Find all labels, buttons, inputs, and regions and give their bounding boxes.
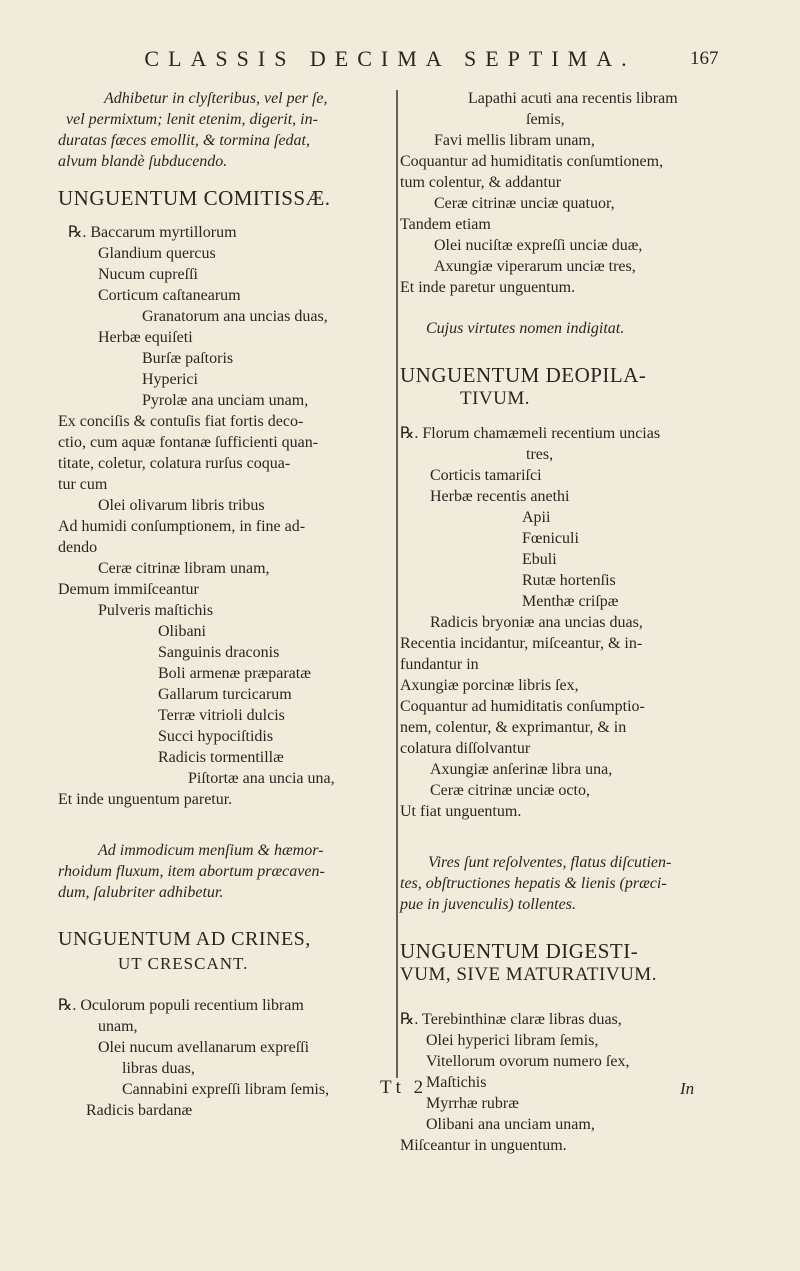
recipe-line: Olei hyperici libram ſemis, bbox=[426, 1032, 599, 1049]
recipe-line: Glandium quercus bbox=[98, 245, 216, 262]
recipe-line: Piſtortæ ana uncia una, bbox=[188, 770, 335, 787]
recipe-line: Maſtichis bbox=[426, 1074, 487, 1091]
recipe-line: Ex conciſis & contuſis fiat fortis deco- bbox=[58, 413, 304, 430]
recipe-line: Radicis bardanæ bbox=[86, 1102, 193, 1119]
virtue-line: pue in juvenculis) tollentes. bbox=[400, 896, 576, 913]
recipe-line: Olei olivarum libris tribus bbox=[98, 497, 265, 514]
recipe-line: dendo bbox=[58, 539, 98, 556]
recipe-line: Lapathi acuti ana recentis libram bbox=[468, 90, 678, 107]
recipe-line: Ad humidi conſumptionem, in fine ad- bbox=[58, 518, 306, 535]
recipe-line: Ceræ citrinæ unciæ quatuor, bbox=[434, 195, 615, 212]
section-title: UNGUENTUM AD CRINES, bbox=[58, 928, 311, 950]
section-title: UNGUENTUM DIGESTI- bbox=[400, 939, 639, 963]
recipe-line: Cannabini expreſſi libram ſemis, bbox=[122, 1081, 330, 1098]
virtue-line: Ad immodicum menſium & hæmor- bbox=[98, 842, 324, 859]
recipe-line: Pyrolæ ana unciam unam, bbox=[142, 392, 309, 409]
page-number: 167 bbox=[690, 48, 719, 69]
recipe-line: Axungiæ viperarum unciæ tres, bbox=[434, 258, 636, 275]
recipe-line: ſemis, bbox=[526, 111, 565, 128]
recipe-line: Menthæ criſpæ bbox=[522, 593, 619, 610]
recipe-line: Ceræ citrinæ libram unam, bbox=[98, 560, 270, 577]
section-title: TIVUM. bbox=[460, 388, 531, 409]
recipe-line: Radicis bryoniæ ana uncias duas, bbox=[430, 614, 643, 631]
recipe-line: Terræ vitrioli dulcis bbox=[158, 707, 285, 724]
recipe-line: Axungiæ anſerinæ libra una, bbox=[430, 761, 613, 778]
recipe-line: Olei nucum avellanarum expreſſi bbox=[98, 1039, 310, 1056]
section-title: UNGUENTUM DEOPILA- bbox=[400, 363, 647, 387]
recipe-line: Recentia incidantur, miſceantur, & in- bbox=[400, 635, 643, 652]
recipe-line: nem, colentur, & exprimantur, & in bbox=[400, 719, 627, 736]
recipe-line: Vitellorum ovorum numero ſex, bbox=[426, 1053, 630, 1070]
virtue-line: dum, ſalubriter adhibetur. bbox=[58, 884, 224, 901]
virtue-line: Cujus virtutes nomen indigitat. bbox=[426, 320, 625, 337]
virtue-line: rhoidum fluxum, item abortum præcaven- bbox=[58, 863, 325, 880]
recipe-line: Ebuli bbox=[522, 551, 557, 568]
recipe-line: Sanguinis draconis bbox=[158, 644, 280, 661]
virtue-line: Vires ſunt reſolventes, flatus diſcutien- bbox=[428, 854, 672, 871]
recipe-line: colatura diſſolvantur bbox=[400, 740, 531, 757]
recipe-line: Radicis tormentillæ bbox=[158, 749, 284, 766]
intro-line: Adhibetur in clyſteribus, vel per ſe, bbox=[104, 90, 328, 107]
recipe-line: unam, bbox=[98, 1018, 138, 1035]
recipe-line: Olibani bbox=[158, 623, 206, 640]
recipe-line: titate, coletur, colatura rurſus coqua- bbox=[58, 455, 291, 472]
recipe-line: Coquantur ad humiditatis conſumptio- bbox=[400, 698, 645, 715]
virtue-line: tes, obſtructiones hepatis & lienis (præci- bbox=[400, 875, 667, 892]
recipe-line: ℞. Oculorum populi recentium libram bbox=[58, 997, 304, 1014]
recipe-line: tur cum bbox=[58, 476, 108, 493]
recipe-line: Tandem etiam bbox=[400, 216, 491, 233]
recipe-line: Demum immiſceantur bbox=[58, 581, 199, 598]
right-column bbox=[400, 88, 760, 1156]
recipe-line: Olei nuciſtæ expreſſi unciæ duæ, bbox=[434, 237, 643, 254]
recipe-line: Boli armenæ præparatæ bbox=[158, 665, 311, 682]
recipe-line: Fœniculi bbox=[522, 530, 579, 547]
recipe-line: libras duas, bbox=[122, 1060, 195, 1077]
intro-line: duratas fæces emollit, & tormina ſedat, bbox=[58, 132, 310, 149]
recipe-line: Gallarum turcicarum bbox=[158, 686, 292, 703]
recipe-line: Ceræ citrinæ unciæ octo, bbox=[430, 782, 590, 799]
recipe-line: Herbæ recentis anethi bbox=[430, 488, 570, 505]
recipe-line: Rutæ hortenſis bbox=[522, 572, 616, 589]
recipe-line: Granatorum ana uncias duas, bbox=[142, 308, 328, 325]
recipe-line: ℞. Baccarum myrtillorum bbox=[68, 224, 237, 241]
recipe-line: ℞. Florum chamæmeli recentium uncias bbox=[400, 425, 661, 442]
recipe-line: tum colentur, & addantur bbox=[400, 174, 562, 191]
section-title: UNGUENTUM COMITISSÆ. bbox=[58, 186, 331, 210]
signature-mark: Tt 2 bbox=[380, 1077, 428, 1098]
recipe-line: Nucum cupreſſi bbox=[98, 266, 198, 283]
recipe-line: ctio, cum aquæ fontanæ ſufficienti quan- bbox=[58, 434, 319, 451]
recipe-line: Olibani ana unciam unam, bbox=[426, 1116, 595, 1133]
recipe-line: Et inde paretur unguentum. bbox=[400, 279, 576, 296]
recipe-line: Corticum caſtanearum bbox=[98, 287, 241, 304]
recipe-line: Axungiæ porcinæ libris ſex, bbox=[400, 677, 579, 694]
recipe-line: Burſæ paſtoris bbox=[142, 350, 234, 367]
intro-line: vel permixtum; lenit etenim, digerit, in- bbox=[66, 111, 318, 128]
recipe-line: Herbæ equiſeti bbox=[98, 329, 193, 346]
left-column bbox=[58, 88, 396, 1121]
recipe-line: Et inde unguentum paretur. bbox=[58, 791, 233, 808]
recipe-line: Succi hypociſtidis bbox=[158, 728, 274, 745]
recipe-line: Pulveris maſtichis bbox=[98, 602, 214, 619]
column-divider bbox=[396, 90, 398, 1078]
section-subtitle: UT CRESCANT. bbox=[118, 954, 249, 973]
intro-line: alvum blandè ſubducendo. bbox=[58, 153, 228, 170]
recipe-line: Favi mellis libram unam, bbox=[434, 132, 595, 149]
catchword: In bbox=[680, 1079, 695, 1098]
recipe-line: Miſceantur in unguentum. bbox=[400, 1137, 567, 1154]
recipe-line: Apii bbox=[522, 509, 551, 526]
recipe-line: tres, bbox=[526, 446, 554, 463]
recipe-line: Myrrhæ rubræ bbox=[426, 1095, 519, 1112]
recipe-line: Coquantur ad humiditatis conſumtionem, bbox=[400, 153, 664, 170]
recipe-line: fundantur in bbox=[400, 656, 479, 673]
recipe-line: Hyperici bbox=[142, 371, 198, 388]
recipe-line: Ut fiat unguentum. bbox=[400, 803, 522, 820]
recipe-line: Corticis tamariſci bbox=[430, 467, 542, 484]
running-head: CLASSIS DECIMA SEPTIMA. bbox=[144, 46, 636, 71]
section-title: VUM, SIVE MATURATIVUM. bbox=[400, 964, 657, 985]
recipe-line: ℞. Terebinthinæ claræ libras duas, bbox=[400, 1011, 622, 1028]
